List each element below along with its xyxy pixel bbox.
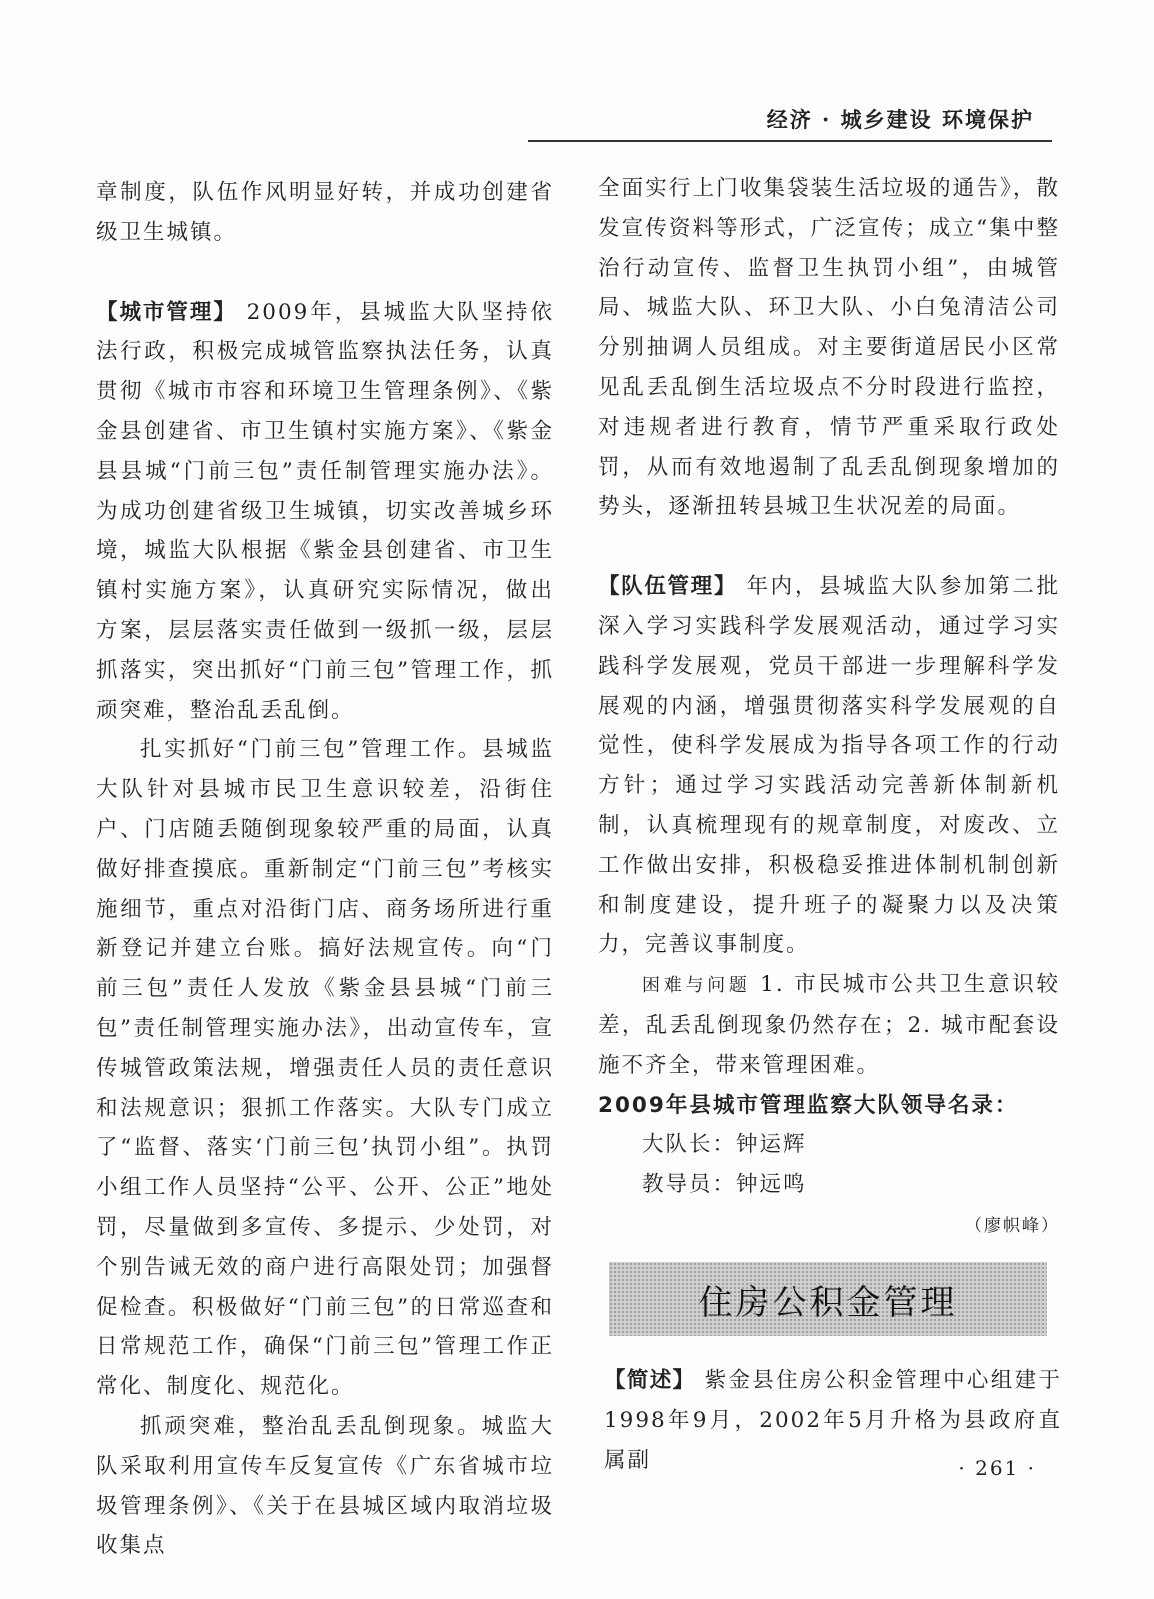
spacer — [96, 253, 554, 293]
section-heading-box — [609, 1262, 1047, 1336]
city-management-label: 【城市管理】 — [96, 299, 237, 325]
header-rule — [528, 140, 1052, 142]
problems-label: 困难与问题 — [642, 975, 751, 997]
paragraph-littering: 抓顽突难，整治乱丢乱倒现象。城监大队采取利用宣传车反复宣传《广东省城市垃圾管理条例》、《关于在县城区域内取消垃圾收集点 — [96, 1413, 554, 1559]
summary-text: 紫金县住房公积金管理中心组建于1998年9月，2002年5月升格为县政府直属副 — [604, 1368, 1062, 1473]
summary-label: 【简述】 — [604, 1368, 696, 1393]
leader-instructor: 教导员：钟远鸣 — [642, 1172, 807, 1198]
header-title: 经济 · 城乡建设 环境保护 — [766, 107, 1034, 132]
page-number: · 261 · — [958, 1456, 1036, 1480]
paragraph-city-management — [96, 293, 554, 731]
section-title: 住房公积金管理 — [698, 1282, 958, 1323]
city-management-text: 2009年，县城监大队坚持依法行政，积极完成城管监察执法任务，认真贯彻《城市市容和环境卫生管理条例》、《紫金县创建省、市卫生镇村实施方案》、《紫金县县城“门前三包”责任制管理实施办法》。为成功创建省级卫生城镇，切实改善城乡环境，城监大队根据《紫金县创建省、市卫生镇村实施方案》，认真研究实际情况，做出方案，层层落实责任做到一级抓一级，层层抓落实，突出抓好“门前三包”管理工作，抓顽突难，整治乱丢乱倒。 — [96, 299, 554, 723]
paragraph-door-three-guarantees: 扎实抓好“门前三包”管理工作。县城监大队针对县城市民卫生意识较差，沿街住户、门店随丢随倒现象较严重的局面，认真做好排查摸底。重新制定“门前三包”考核实施细节，重点对沿街门店、商务场所进行重新登记并建立台账。搞好法规宣传。向“门前三包”责任人发放《紫金县县城“门前三包”责任制管理实施办法》，出动宣传车，宣传城管政策法规，增强责任人员的责任意识和法规意识；狠抓工作落实。大队专门成立了“监督、落实‘门前三包’执罚小组”。执罚小组工作人员坚持“公平、公开、公正”地处罚，尽量做到多宣传、多提示、少处罚，对个别告诫无效的商户进行高限处罚；加强督促检查。积极做好“门前三包”的日常巡查和日常规范工作，确保“门前三包”管理工作正常化、制度化、规范化。 — [96, 737, 554, 1400]
paragraph-problems — [598, 965, 1060, 1085]
left-column — [96, 173, 554, 1566]
team-management-label: 【队伍管理】 — [598, 574, 737, 600]
spacer — [598, 527, 1060, 567]
leaders-title: 2009年县城市管理监察大队领导名录： — [598, 1092, 1019, 1118]
leader-captain: 大队长：钟运辉 — [642, 1132, 807, 1158]
problems-text: 1. 市民城市公共卫生意识较差，乱丢乱倒现象仍然存在；2. 城市配套设施不齐全，带来管理困难。 — [598, 972, 1060, 1078]
paragraph-intro: 章制度，队伍作风明显好转，并成功创建省级卫生城镇。 — [96, 180, 554, 245]
author-credit: （廖帜峰） — [965, 1215, 1060, 1236]
paragraph-team-management — [598, 567, 1060, 965]
right-column — [598, 169, 1060, 1247]
paragraph-continued: 全面实行上门收集袋装生活垃圾的通告》，散发宣传资料等形式，广泛宣传；成立“集中整治行动宣传、监督卫生执罚小组”，由城管局、城监大队、环卫大队、小白兔清洁公司分别抽调人员组成。对主要街道居民小区常见乱丢乱倒生活垃圾点不分时段进行监控，对违规者进行教育，情节严重采取行政处罚，从而有效地遏制了乱丢乱倒现象增加的势头，逐渐扭转县城卫生状况差的局面。 — [598, 176, 1060, 520]
team-management-text: 年内，县城监大队参加第二批深入学习实践科学发展观活动，通过学习实践科学发展观，党员干部进一步理解科学发展观的内涵，增强贯彻落实科学发展观的自觉性，使科学发展成为指导各项工作的行动方针；通过学习实践活动完善新体制新机制，认真梳理现有的规章制度，对废改、立工作做出安排，积极稳妥推进体制机制创新和制度建设，提升班子的凝聚力以及决策力，完善议事制度。 — [598, 574, 1060, 958]
